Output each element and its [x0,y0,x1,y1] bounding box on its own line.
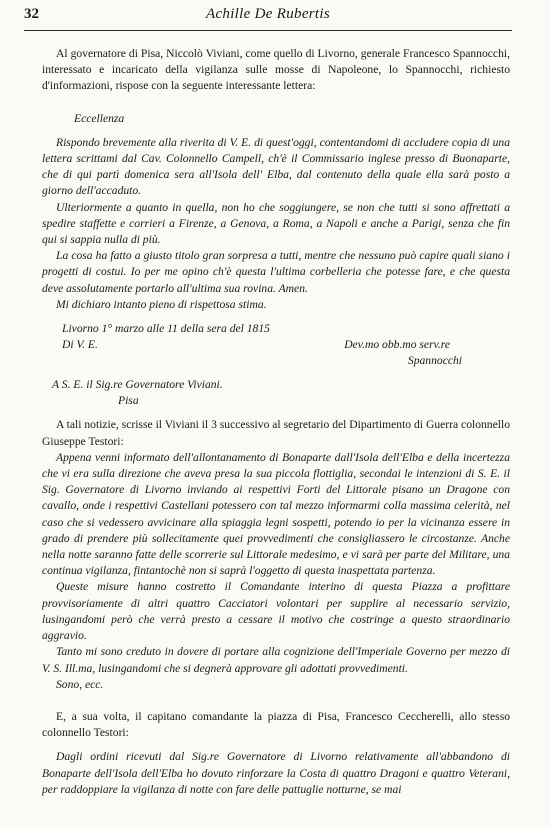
letter1-paragraph: Mi dichiaro intanto pieno di rispettosa stima. [56,297,267,311]
header-rule [24,30,512,31]
letter1-date: Livorno 1° marzo alle 11 della sera del 1815 [62,322,270,336]
letter1-date-row [42,321,510,337]
running-header [24,4,512,30]
page-number: 32 [24,6,39,22]
transition-paragraph: A tali notizie, scrisse il Viviani il 3 successivo al segretario del Dipartimento di Guerra colonnello Giuseppe Testori: [42,418,510,448]
letter2-paragraph: Tanto mi sono creduto in dovere di portare alla cognizione dell'Imperiale Governo per mezzo di V. S. Ill.ma, lusingandomi che si degnerà approvare gli adottati provvedimenti. [42,645,510,675]
page-body [42,46,510,798]
letter1-address-city: Pisa [118,394,139,408]
letter1-closing: Dev.mo obb.mo serv.re [344,338,450,352]
letter1-paragraph: Rispondo brevemente alla riverita di V. E. di quest'oggi, contentandomi di accludere copia di una lettera scrittami dal Cav. Colonnello Campell, ch'è il Commissario inglese presso di Buonaparte, che di qui partì domenica sera all'Isola dell' Elba, dal contenuto della quale ella sarà posto a giorno dell'accaduto. [42,135,510,198]
letter1-paragraph: La cosa ha fatto a giusto titolo gran sorpresa a tutti, mentre che nessuno può capire quali siano i progetti di costui. Io per me opino ch'è questa l'ultima corbelleria che potesse fare, e che questa deve assolutamente portarlo all'ultima sua rovina. Amen. [42,249,510,295]
letter2-paragraph: Appena venni informato dell'allontanamento di Bonaparte dall'Isola dell'Elba e della incertezza che vi era sulla direzione che aveva presa la sua piccola flottiglia, secondai le intenzioni di S. E. il Sig. Governatore di Livorno inviando ai respettivi Forti del Littorale pisano un Dragone con cavallo, onde i respettivi Castellani potessero con tal mezzo informarmi colla massima celerità, nel caso che si vedessero avvicinare alla spiaggia legni sospetti, potendo io per la vicinanza essere in grado di prendere più sollecitamente quei provvedimenti che consigliassero le circostanze. Anche nella notte saranno fatte delle scorrerie sul Littorale medesimo, e vi sarà per parte del Militare, una continua vigilanza, fintantochè non si saprà l'oggetto di questa inaspettata partenza. [42,450,510,578]
letter3-paragraph: Dagli ordini ricevuti dal Sig.re Governatore di Livorno relativamente all'abbandono di Bonaparte dell'Isola dell'Elba ho dovuto rinforzare la Costa di quattro Dragoni e quattro Veterani, per raddoppiare la vigilanza di notte con fare delle pattuglie notturne, se mai [42,750,510,796]
letter1-of-line: Di V. E. [62,338,98,352]
letter2-paragraph: Queste misure hanno costretto il Comandante interino di questa Piazza a profittare provvisoriamente di altri quattro Cacciatori volontari per supplire al necessario servizio, lusingandomi però che verrà presto a cessare il motivo che costringe a questo straordinario aggravio. [42,580,510,643]
letter1-paragraph: Ulteriormente a quanto in quella, non ho che soggiungere, se non che tutti si sono affrettati a spedire staffette e corrieri a Firenze, a Genova, a Roma, a Napoli e anche a Parigi, senza che fin qui si sappia nulla di più. [42,200,510,247]
letter1-signature-row [42,337,510,353]
letter1-address: A S. E. il Sig.re Governatore Viviani. [52,378,223,392]
letter1-signer: Spannocchi [407,354,462,368]
transition-paragraph: E, a sua volta, il capitano comandante la piazza di Pisa, Francesco Ceccherelli, allo stesso colonnello Testori: [42,709,510,740]
running-title: Achille De Rubertis [205,6,330,22]
letter1-signer-row [42,353,510,369]
letter2-closing: Sono, ecc. [56,677,104,691]
intro-paragraph: Al governatore di Pisa, Niccolò Viviani, come quello di Livorno, generale Francesco Spannocchi, interessato e incaricato della vigilanza sulle mosse di Napoleone, lo Spannocchi, richiesto d'informazioni, rispose con la seguente interessante lettera: [42,47,510,93]
letter1-salutation: Eccellenza [74,111,125,125]
